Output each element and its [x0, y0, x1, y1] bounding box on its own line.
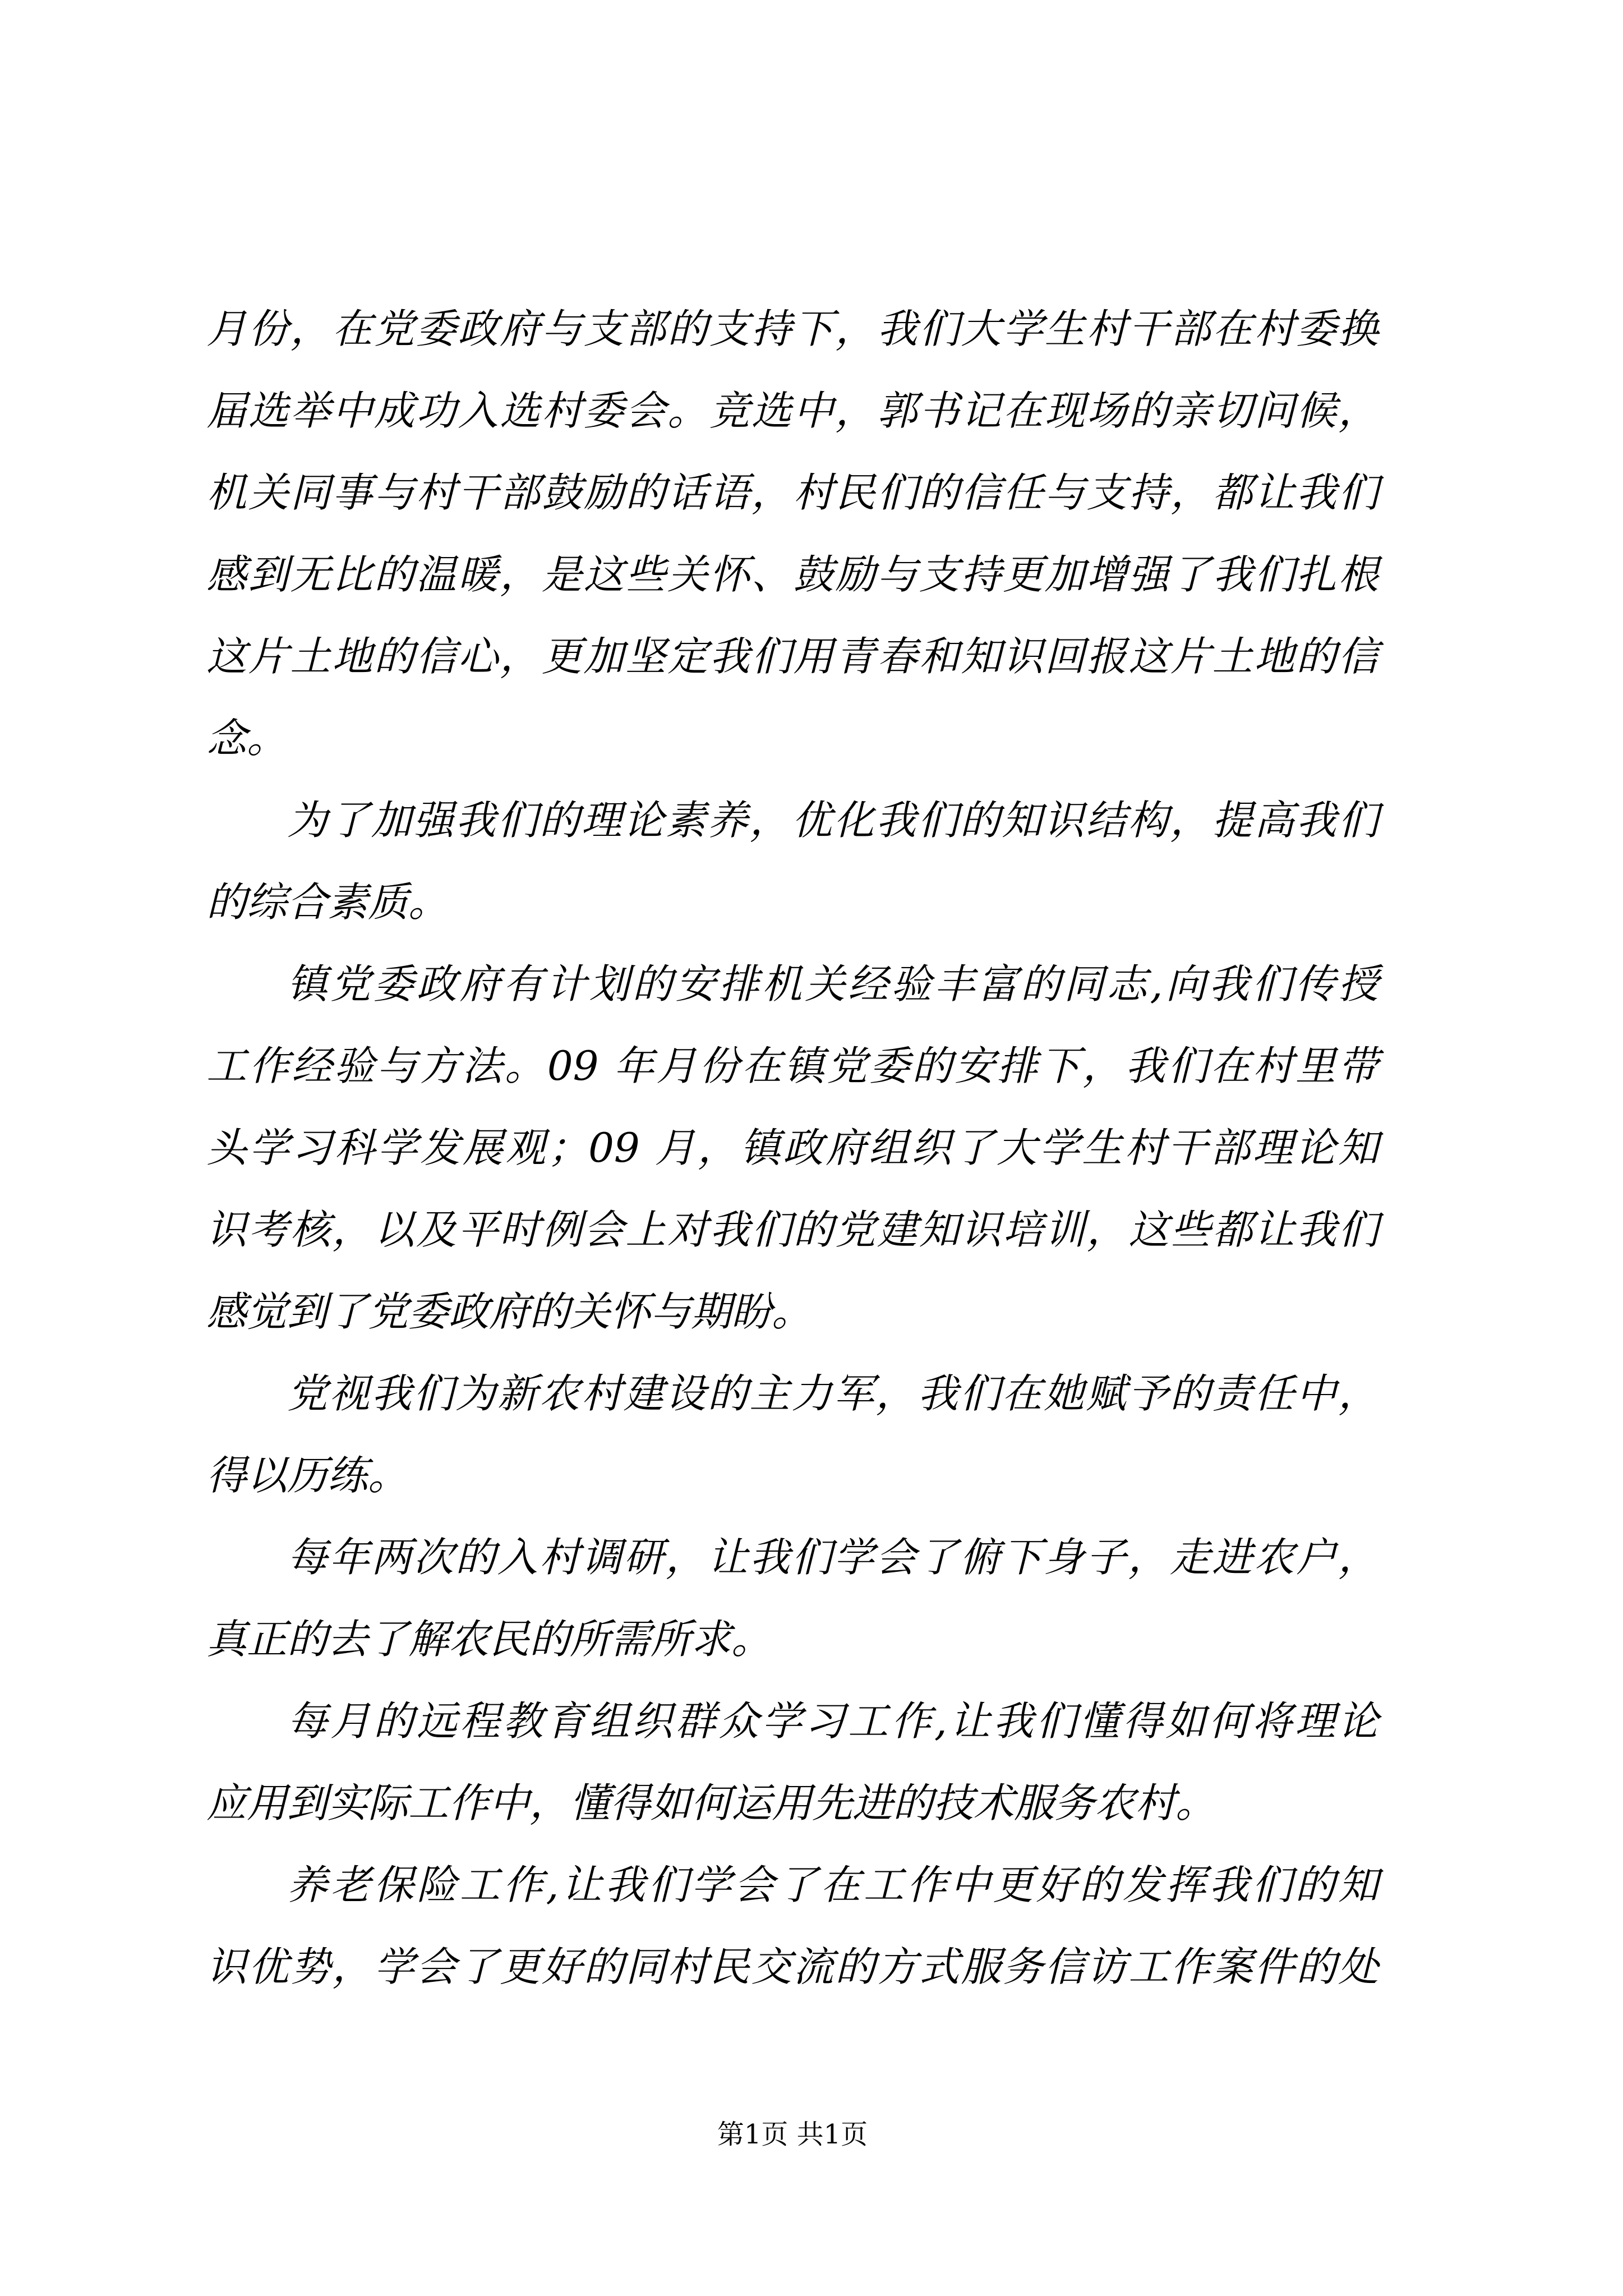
text-line: 识优势，学会了更好的同村民交流的方式服务信访工作案件的处: [206, 1943, 1378, 1990]
text-line: 感觉到了党委政府的关怀与期盼。: [206, 1288, 813, 1335]
text-line: 镇党委政府有计划的安排机关经验丰富的同志,向我们传授: [287, 960, 1378, 1007]
text-line: 党视我们为新农村建设的主力军，我们在她赋予的责任中，: [287, 1370, 1378, 1417]
text-line: 念。: [206, 715, 288, 762]
text-line: 头学习科学发展观；09 月，镇政府组织了大学生村干部理论知: [206, 1124, 1378, 1171]
text-line: 每年两次的入村调研，让我们学会了俯下身子，走进农户，: [287, 1534, 1378, 1581]
text-line: 工作经验与方法。09 年月份在镇党委的安排下，我们在村里带: [206, 1042, 1378, 1089]
text-line: 为了加强我们的理论素养，优化我们的知识结构，提高我们: [287, 797, 1378, 844]
text-line: 机关同事与村干部鼓励的话语，村民们的信任与支持，都让我们: [206, 469, 1378, 516]
text-line: 识考核，以及平时例会上对我们的党建知识培训，这些都让我们: [206, 1206, 1378, 1253]
text-line: 应用到实际工作中，懂得如何运用先进的技术服务农村。: [206, 1779, 1216, 1826]
text-line: 届选举中成功入选村委会。竞选中，郭书记在现场的亲切问候，: [206, 387, 1378, 434]
page-number-footer: 第1页 共1页: [717, 2119, 868, 2150]
text-line: 这片土地的信心，更加坚定我们用青春和知识回报这片土地的信: [206, 633, 1378, 680]
text-line: 每月的远程教育组织群众学习工作,让我们懂得如何将理论: [287, 1697, 1378, 1745]
text-line: 养老保险工作,让我们学会了在工作中更好的发挥我们的知: [287, 1861, 1378, 1908]
text-line: 得以历练。: [206, 1452, 409, 1499]
text-line: 月份，在党委政府与支部的支持下，我们大学生村干部在村委换: [206, 305, 1378, 352]
text-body: [206, 288, 1378, 2008]
text-line: 真正的去了解农民的所需所求。: [206, 1616, 772, 1663]
text-line: 的综合素质。: [206, 878, 449, 926]
text-line: 感到无比的温暖，是这些关怀、鼓励与支持更加增强了我们扎根: [206, 551, 1378, 598]
